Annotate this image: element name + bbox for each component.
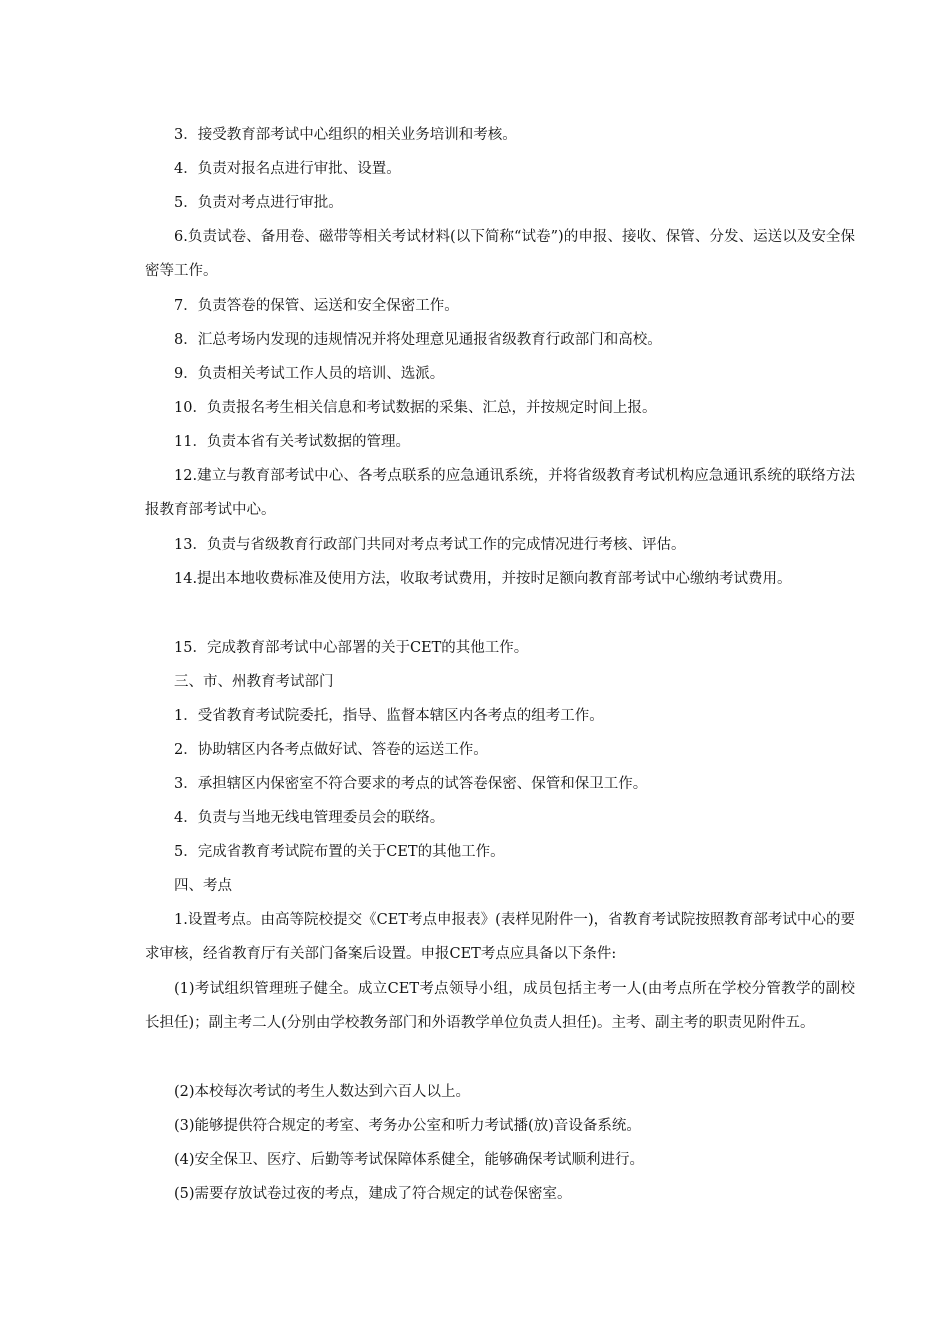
paragraph: 2．协助辖区内各考点做好试、答卷的运送工作。 <box>174 742 488 758</box>
paragraph: 1．受省教育考试院委托，指导、监督本辖区内各考点的组考工作。 <box>174 708 604 724</box>
paragraph: 3．承担辖区内保密室不符合要求的考点的试答卷保密、保管和保卫工作。 <box>174 776 648 792</box>
paragraph: 7．负责答卷的保管、运送和安全保密工作。 <box>174 298 459 314</box>
paragraph: 4．负责对报名点进行审批、设置。 <box>174 161 401 177</box>
paragraph: 10．负责报名考生相关信息和考试数据的采集、汇总，并按规定时间上报。 <box>174 400 657 416</box>
paragraph: 15．完成教育部考试中心部署的关于CET的其他工作。 <box>174 640 529 656</box>
paragraph: 5．负责对考点进行审批。 <box>174 195 343 211</box>
paragraph: 5．完成省教育考试院布置的关于CET的其他工作。 <box>174 844 505 860</box>
paragraph: 11．负责本省有关考试数据的管理。 <box>174 434 410 450</box>
section-heading: 四、考点 <box>174 878 232 894</box>
paragraph: 6.负责试卷、备用卷、磁带等相关考试材料(以下简称“试卷”)的申报、接收、保管、分发、运送以及安全保密等工作。 <box>145 229 855 279</box>
paragraph: (2)本校每次考试的考生人数达到六百人以上。 <box>174 1084 471 1100</box>
paragraph: 13．负责与省级教育行政部门共同对考点考试工作的完成情况进行考核、评估。 <box>174 537 686 553</box>
paragraph: (5)需要存放试卷过夜的考点，建成了符合规定的试卷保密室。 <box>174 1186 572 1202</box>
paragraph: 9．负责相关考试工作人员的培训、选派。 <box>174 366 445 382</box>
paragraph: (3)能够提供符合规定的考室、考务办公室和听力考试播(放)音设备系统。 <box>174 1118 641 1134</box>
paragraph: 12.建立与教育部考试中心、各考点联系的应急通讯系统，并将省级教育考试机构应急通讯系统的联络方法报教育部考试中心。 <box>145 468 855 518</box>
paragraph: 4．负责与当地无线电管理委员会的联络。 <box>174 810 445 826</box>
paragraph: 1.设置考点。由高等院校提交《CET考点申报表》(表样见附件一)，省教育考试院按照教育部考试中心的要求审核，经省教育厅有关部门备案后设置。申报CET考点应具备以下条件: <box>145 912 855 962</box>
paragraph: 3．接受教育部考试中心组织的相关业务培训和考核。 <box>174 127 517 143</box>
section-heading: 三、市、州教育考试部门 <box>174 674 334 690</box>
paragraph: 14.提出本地收费标准及使用方法，收取考试费用，并按时足额向教育部考试中心缴纳考试费用。 <box>174 571 792 587</box>
paragraph: 8．汇总考场内发现的违规情况并将处理意见通报省级教育行政部门和高校。 <box>174 332 662 348</box>
paragraph: (4)安全保卫、医疗、后勤等考试保障体系健全，能够确保考试顺利进行。 <box>174 1152 645 1168</box>
paragraph: (1)考试组织管理班子健全。成立CET考点领导小组，成员包括主考一人(由考点所在学校分管教学的副校长担任)；副主考二人(分别由学校教务部门和外语教学单位负责人担任)。主考、副主考的职责见附件五。 <box>145 981 855 1031</box>
